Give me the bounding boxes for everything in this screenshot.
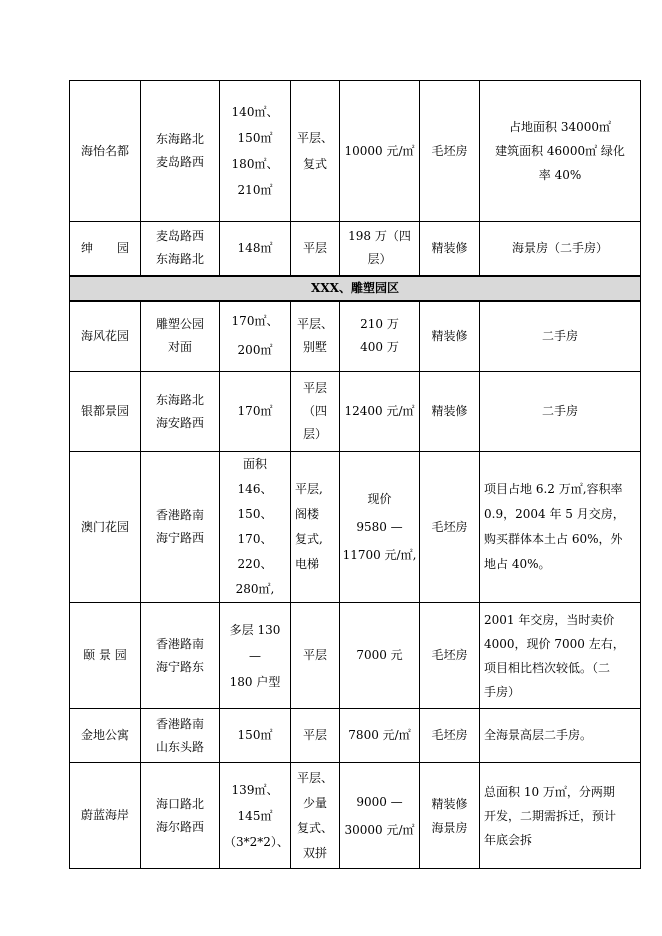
property-name: 澳门花园 [70,452,141,603]
property-type: 平层 （四 层） [291,372,340,452]
property-area: 170㎡、 200㎡ [220,301,291,372]
property-type: 平层, 阁楼 复式, 电梯 [291,452,340,603]
property-price: 12400 元/㎡ [340,372,420,452]
property-location: 麦岛路西 东海路北 [141,222,220,276]
property-location: 香港路南 山东头路 [141,709,220,763]
property-finish: 精装修 [420,301,480,372]
property-finish: 毛坯房 [420,603,480,709]
property-location: 海口路北 海尔路西 [141,763,220,869]
property-location: 东海路北 麦岛路西 [141,81,220,222]
property-finish: 精装修 [420,222,480,276]
property-name: 金地公寓 [70,709,141,763]
property-note: 二手房 [480,372,641,452]
property-price: 9000 — 30000 元/㎡ [340,763,420,869]
property-price: 现价 9580 — 11700 元/㎡, [340,452,420,603]
property-finish: 毛坯房 [420,81,480,222]
table-row [70,452,641,603]
table-row [70,81,641,222]
property-type: 平层、 复式 [291,81,340,222]
section-title: XXX、雕塑园区 [70,276,641,301]
table-row [70,301,641,372]
property-name: 海怡名都 [70,81,141,222]
property-type: 平层 [291,709,340,763]
property-price: 198 万（四 层） [340,222,420,276]
property-finish: 毛坯房 [420,709,480,763]
column-divider-extension [140,832,141,838]
property-area: 139㎡、 145㎡ （3*2*2）、 [220,763,291,869]
property-location: 香港路南 海宁路西 [141,452,220,603]
property-name: 颐 景 园 [70,603,141,709]
property-name: 银都景园 [70,372,141,452]
property-note: 2001 年交房，当时卖价 4000，现价 7000 左右， 项目相比档次较低。（二 手房） [480,603,641,709]
table-row [70,372,641,452]
property-finish: 毛坯房 [420,452,480,603]
property-finish: 精装修 海景房 [420,763,480,869]
property-note: 项目占地 6.2 万㎡,容积率 0.9，2004 年 5 月交房， 购买群体本土占 60%，外 地占 40%。 [480,452,641,603]
property-note: 全海景高层二手房。 [480,709,641,763]
property-area: 多层 130 — 180 户型 [220,603,291,709]
property-name: 海风花园 [70,301,141,372]
property-note: 总面积 10 万㎡，分两期 开发，二期需拆迁，预计 年底会拆 [480,763,641,869]
property-name: 蔚蓝海岸 [70,763,141,869]
property-price: 7800 元/㎡ [340,709,420,763]
property-location: 雕塑公园 对面 [141,301,220,372]
property-price: 210 万 400 万 [340,301,420,372]
property-finish: 精装修 [420,372,480,452]
property-location: 东海路北 海安路西 [141,372,220,452]
property-type: 平层、 别墅 [291,301,340,372]
property-note: 二手房 [480,301,641,372]
property-note: 海景房（二手房） [480,222,641,276]
property-area: 140㎡、 150㎡ 180㎡、 210㎡ [220,81,291,222]
section-header-row [70,276,641,301]
property-type: 平层 [291,222,340,276]
property-price: 10000 元/㎡ [340,81,420,222]
property-area: 170㎡ [220,372,291,452]
table-row [70,603,641,709]
property-name: 绅 园 [70,222,141,276]
table-row [70,222,641,276]
property-location: 香港路南 海宁路东 [141,603,220,709]
property-area: 150㎡ [220,709,291,763]
property-price: 7000 元 [340,603,420,709]
property-type: 平层 [291,603,340,709]
property-area: 面积 146、150、 170、220、 280㎡, [220,452,291,603]
property-listing-table [69,80,641,869]
table-row [70,709,641,763]
table-row [70,763,641,869]
property-note: 占地面积 34000㎡ 建筑面积 46000㎡ 绿化 率 40% [480,81,641,222]
property-type: 平层、 少量 复式、 双拼 [291,763,340,869]
property-area: 148㎡ [220,222,291,276]
